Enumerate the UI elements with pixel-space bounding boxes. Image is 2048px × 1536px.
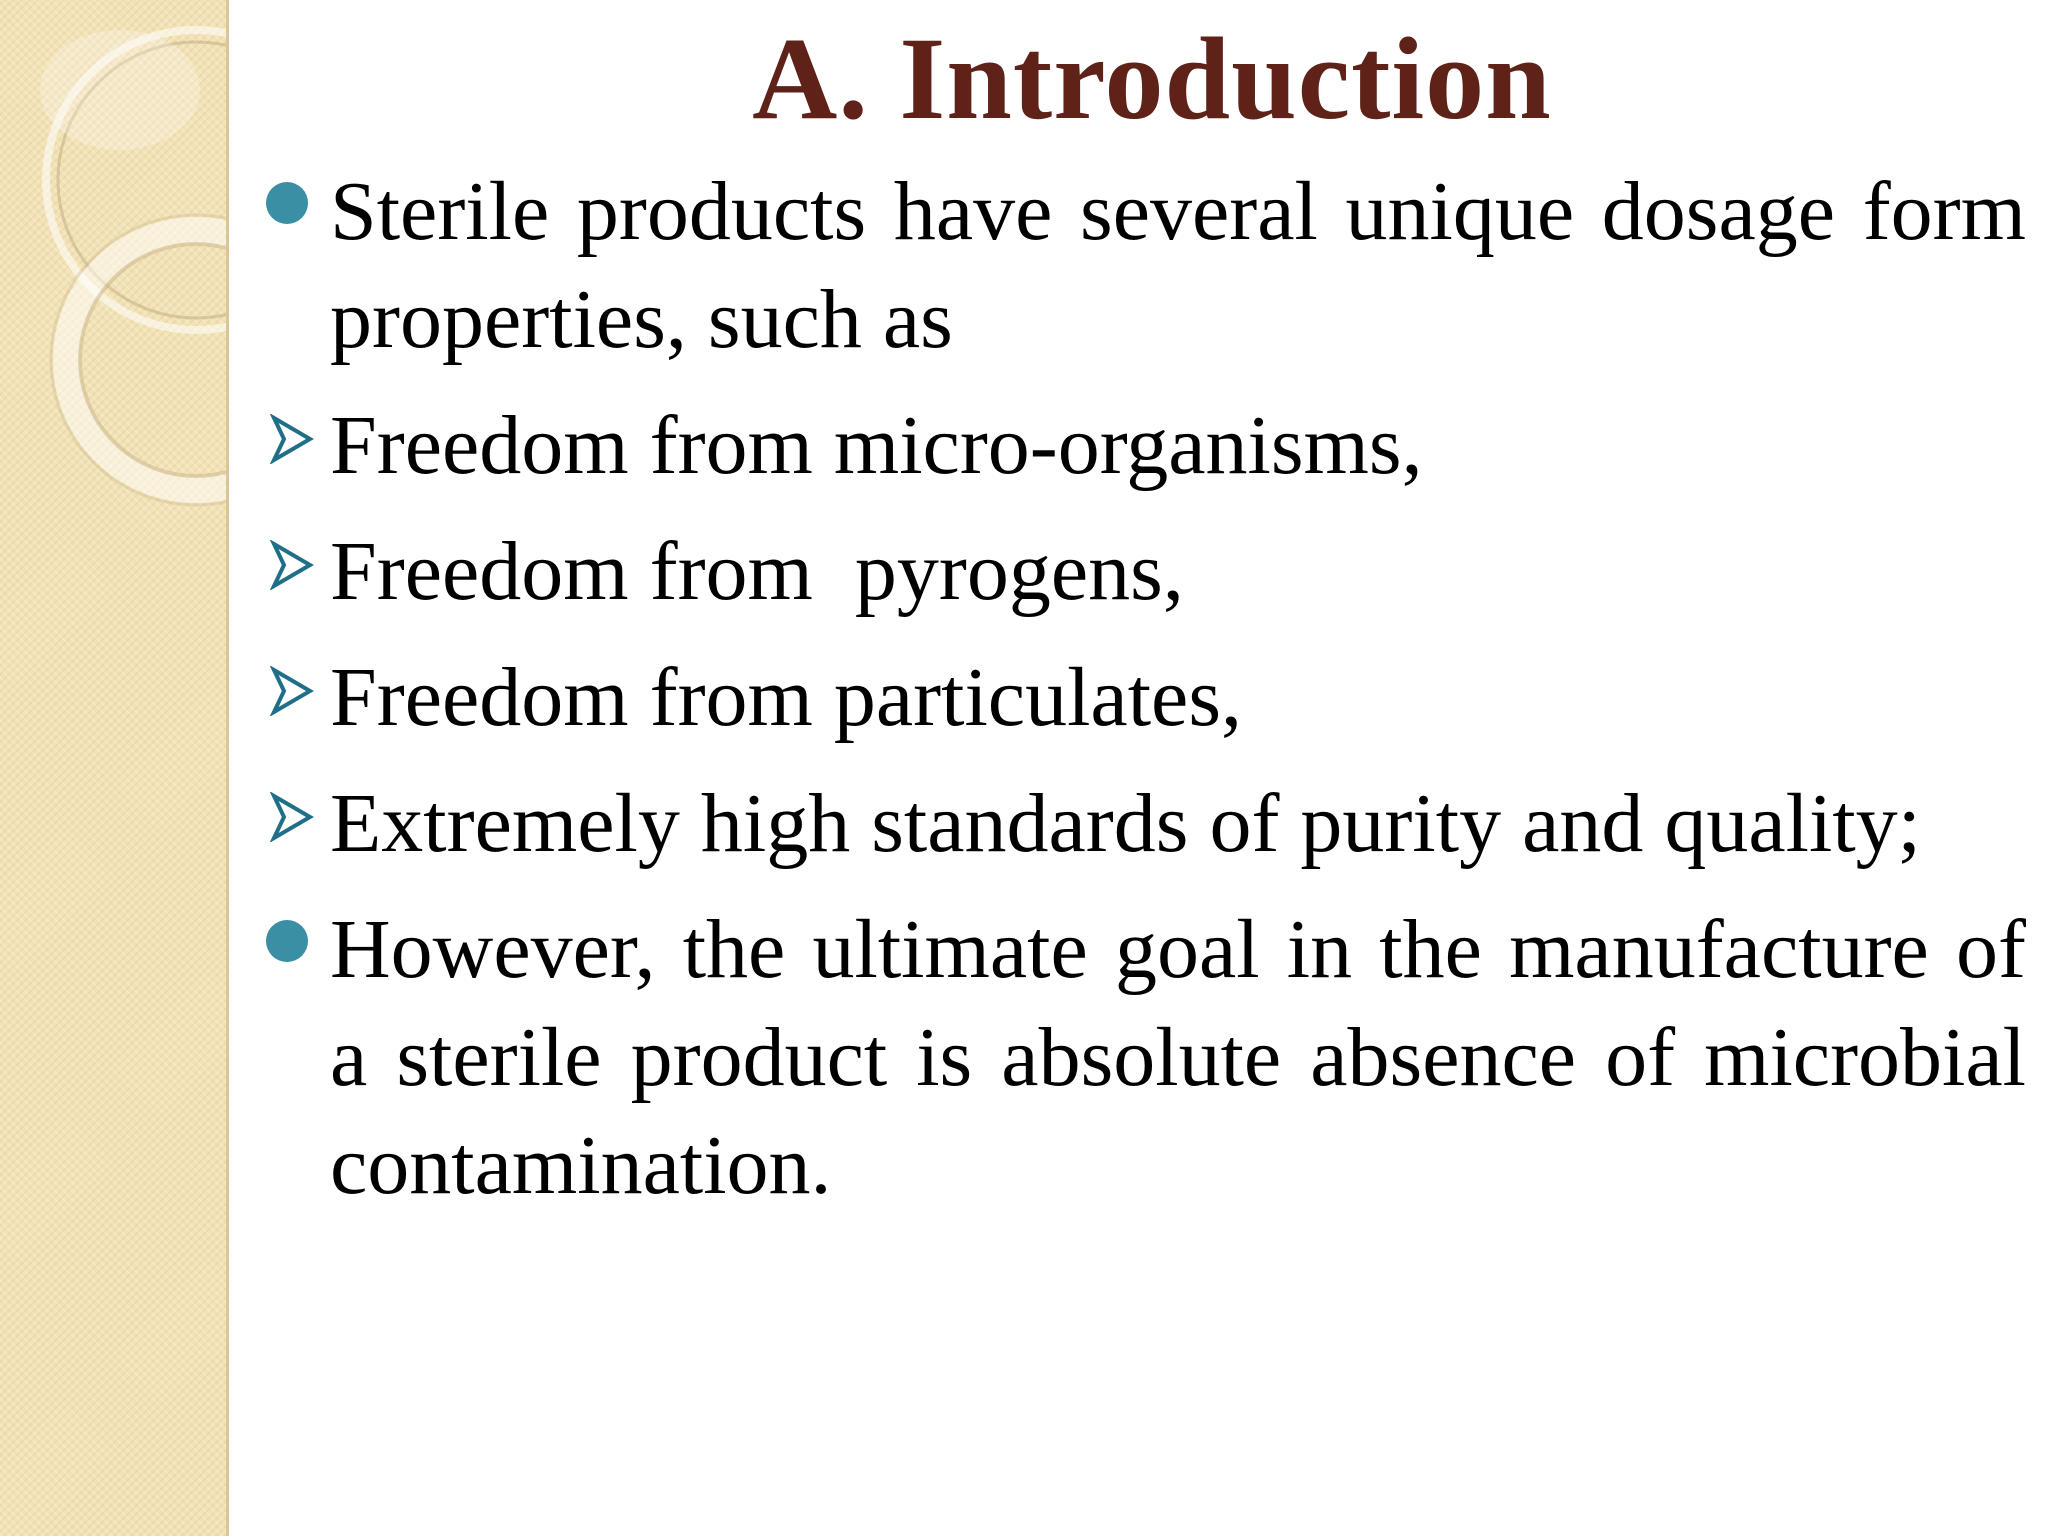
dot-icon [266, 182, 308, 224]
bullet-list [266, 158, 2026, 1238]
arrow-icon [270, 666, 314, 716]
decorative-rings-icon [0, 0, 226, 520]
list-item-text: Sterile products have several unique dosage form properties, such as [330, 165, 2026, 366]
arrow-icon [270, 414, 314, 464]
arrow-icon [270, 792, 314, 842]
list-item [266, 518, 2026, 626]
list-item [266, 770, 2026, 878]
dot-icon [266, 920, 308, 962]
list-item [266, 392, 2026, 500]
decorative-side-panel [0, 0, 229, 1536]
slide-title: A. Introduction [752, 13, 1552, 144]
list-item-text: However, the ultimate goal in the manufacture of a sterile product is absolute absence of microbial contamination. [330, 903, 2026, 1212]
list-item-text: Extremely high standards of purity and quality; [330, 777, 1921, 870]
list-item-text: Freedom from particulates, [330, 651, 1243, 744]
arrow-icon [270, 540, 314, 590]
list-item-text: Freedom from pyrogens, [330, 525, 1184, 618]
list-item [266, 158, 2026, 374]
list-item [266, 644, 2026, 752]
list-item-text: Freedom from micro-organisms, [330, 399, 1423, 492]
list-item [266, 896, 2026, 1220]
